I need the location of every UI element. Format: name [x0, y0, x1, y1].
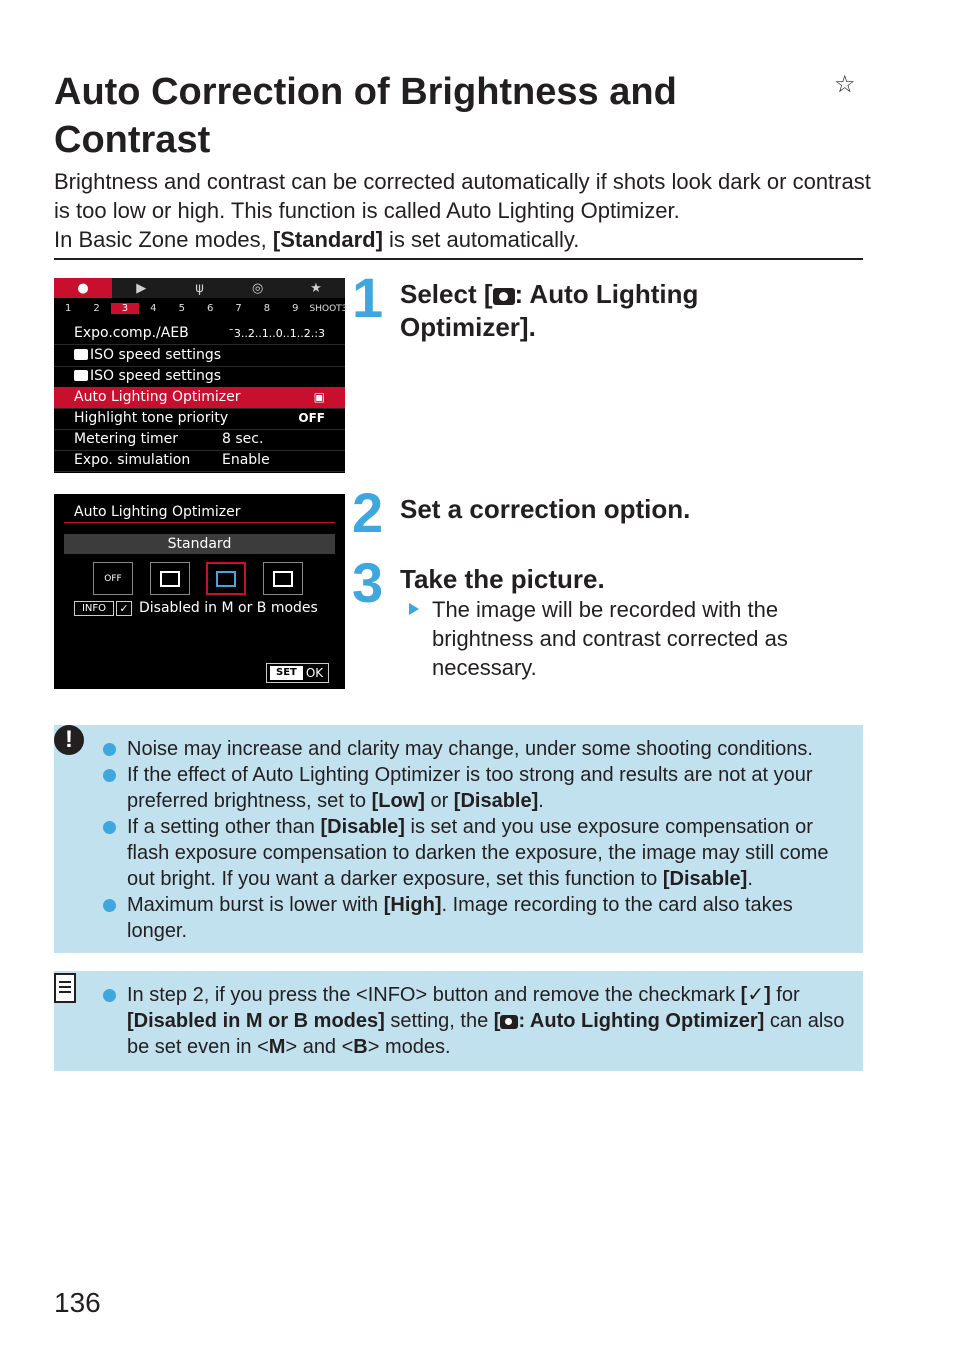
menu-row-expo-simulation	[54, 450, 345, 472]
high-glyph	[273, 571, 293, 587]
menu-row-value: Enable	[222, 452, 270, 468]
checkbox-label: Disabled in M or B modes	[139, 600, 318, 616]
menu-row-expo-comp	[54, 323, 345, 345]
step-1-heading-pre: Select [	[400, 279, 493, 309]
checkbox-icon: ✓	[116, 601, 132, 616]
screen-heading: Auto Lighting Optimizer	[74, 504, 241, 520]
menu-row-label: ISO speed settings	[90, 368, 222, 384]
text: .	[747, 868, 753, 890]
disable-label: [Disable]	[320, 816, 405, 838]
set-button-icon: SET	[270, 666, 303, 680]
alo-high-option-icon	[263, 562, 303, 595]
tab-number: 8	[263, 303, 271, 314]
text: If a setting other than	[127, 816, 321, 838]
tab-number: 6	[206, 303, 214, 314]
ok-label: OK	[305, 666, 324, 680]
memo-list	[127, 982, 847, 1060]
text: : Auto Lighting Optimizer]	[518, 1010, 765, 1032]
intro-line-2-end: is set automatically.	[382, 227, 580, 252]
text: can also be set even in <	[127, 1010, 845, 1058]
menu-row-metering-timer	[54, 429, 345, 451]
menu-row-value: 8 sec.	[222, 431, 264, 447]
high-label: [High]	[383, 894, 442, 916]
caution-icon: !	[54, 725, 84, 755]
tab-number: 5	[178, 303, 185, 314]
menu-row-label: ISO speed settings	[90, 347, 222, 363]
text: [	[493, 1010, 501, 1032]
alo-setting-icon: ▣	[313, 390, 325, 404]
text: is set and you use exposure compensation or flash exposure compensation to darken the exposure, the image may still come out bright. If you want a darker exposure, set this function to	[127, 816, 829, 890]
shoot-tab-icon: ●	[54, 278, 112, 298]
divider	[54, 258, 863, 260]
caution-box	[54, 725, 863, 953]
tab-name: SHOOT3	[309, 303, 348, 314]
memo-icon	[54, 973, 76, 1003]
alo-setting-screen	[54, 494, 345, 689]
star-icon: ☆	[834, 71, 856, 98]
info-button-icon: INFO	[74, 601, 114, 616]
disable-label: [Disable]	[662, 868, 748, 890]
alo-off-option-icon	[93, 562, 133, 595]
result-arrow-icon	[409, 603, 419, 615]
divider	[64, 522, 335, 523]
m-mode-icon: M	[268, 1036, 286, 1058]
text: or	[424, 790, 454, 812]
selected-option-label: Standard	[64, 534, 335, 554]
caution-item	[127, 814, 847, 892]
disable-label: [Disable]	[453, 790, 539, 812]
camera-icon	[493, 288, 515, 305]
menu-row-label: Highlight tone priority	[74, 410, 229, 426]
text: setting, the	[384, 1010, 494, 1032]
custom-tab-icon: ◎	[252, 280, 264, 296]
intro-line-2-text: In Basic Zone modes,	[54, 227, 273, 252]
b-mode-icon: B	[353, 1036, 368, 1058]
off-label: OFF	[104, 573, 122, 584]
mymenu-tab-icon: ★	[310, 280, 322, 296]
menu-row-label: Expo.comp./AEB	[74, 325, 189, 341]
tab-number-selected: 3	[111, 303, 139, 314]
text: .	[538, 790, 544, 812]
memo-box	[54, 971, 863, 1071]
camera-menu-screen	[54, 278, 348, 473]
menu-row-label: Auto Lighting Optimizer	[74, 389, 241, 405]
menu-row-iso-movie	[54, 366, 345, 388]
menu-row-value: OFF	[298, 411, 325, 425]
step-1-heading-post: : Auto Lighting Optimizer].	[400, 279, 699, 342]
playback-tab-icon: ▶	[136, 280, 147, 296]
standard-label: [Standard]	[272, 227, 383, 252]
step-1-heading	[400, 278, 800, 344]
step-2-number: 2	[352, 481, 384, 544]
caution-item: Noise may increase and clarity may change, under some shooting conditions.	[127, 736, 847, 762]
step-2-heading: Set a correction option.	[400, 494, 691, 524]
text: > button and remove the checkmark	[415, 984, 741, 1006]
caution-item	[127, 892, 847, 944]
step-3-result: The image will be recorded with the brightness and contrast corrected as necessary.	[432, 597, 788, 680]
step-3-number: 3	[352, 551, 384, 614]
setup-tab-icon: ψ	[195, 280, 204, 296]
movie-icon	[74, 370, 88, 381]
intro-line-2	[54, 225, 874, 254]
text: . Image recording to the card also takes longer.	[127, 894, 793, 942]
camera-icon	[74, 349, 88, 360]
page-title: Auto Correction of Brightness and Contrast	[54, 71, 677, 161]
exposure-scale: ¯3..2..1..0..1..2.:3	[228, 327, 325, 340]
intro-line-1: Brightness and contrast can be corrected automatically if shots look dark or contrast is too low or high. This function is called Auto Lighting Optimizer.	[54, 169, 871, 223]
alo-menu-label	[494, 1010, 765, 1032]
menu-tabs	[54, 278, 345, 298]
standard-glyph	[216, 571, 236, 587]
alo-standard-option-icon	[206, 562, 246, 595]
low-glyph	[160, 571, 180, 587]
menu-row-label: Metering timer	[74, 431, 179, 447]
menu-row-label: Expo. simulation	[74, 452, 191, 468]
text: If the effect of Auto Lighting Optimizer is too strong and results are not at your preferred brightness, set to	[127, 764, 813, 812]
tab-number: 9	[292, 303, 299, 314]
caution-list	[127, 736, 847, 944]
text: Maximum burst is lower with	[127, 894, 384, 916]
low-label: [Low]	[371, 790, 425, 812]
intro-text	[54, 167, 874, 254]
menu-row-iso-still	[54, 345, 345, 367]
set-ok-indicator	[266, 663, 329, 683]
page-number: 136	[54, 1287, 101, 1318]
menu-row-highlight-tone	[54, 408, 345, 430]
step-1-number: 1	[352, 266, 384, 329]
step-3-heading: Take the picture.	[400, 564, 605, 594]
text: for	[770, 984, 800, 1006]
checkmark-icon: [✓]	[740, 984, 771, 1006]
alo-low-option-icon	[150, 562, 190, 595]
text: > and <	[285, 1036, 354, 1058]
menu-row-auto-lighting-optimizer	[54, 387, 345, 409]
tab-numbers	[54, 299, 348, 318]
memo-item	[127, 982, 847, 1060]
disabled-modes-label: [Disabled in M or B modes]	[127, 1010, 385, 1032]
tab-number: 1	[65, 303, 72, 314]
caution-item	[127, 762, 847, 814]
camera-icon	[500, 1015, 518, 1029]
text: > modes.	[367, 1036, 451, 1058]
text: In step 2, if you press the <	[127, 984, 368, 1006]
info-button-icon: INFO	[367, 984, 416, 1006]
tab-number: 7	[235, 303, 242, 314]
tab-number: 2	[93, 303, 100, 314]
tab-number: 4	[150, 303, 157, 314]
